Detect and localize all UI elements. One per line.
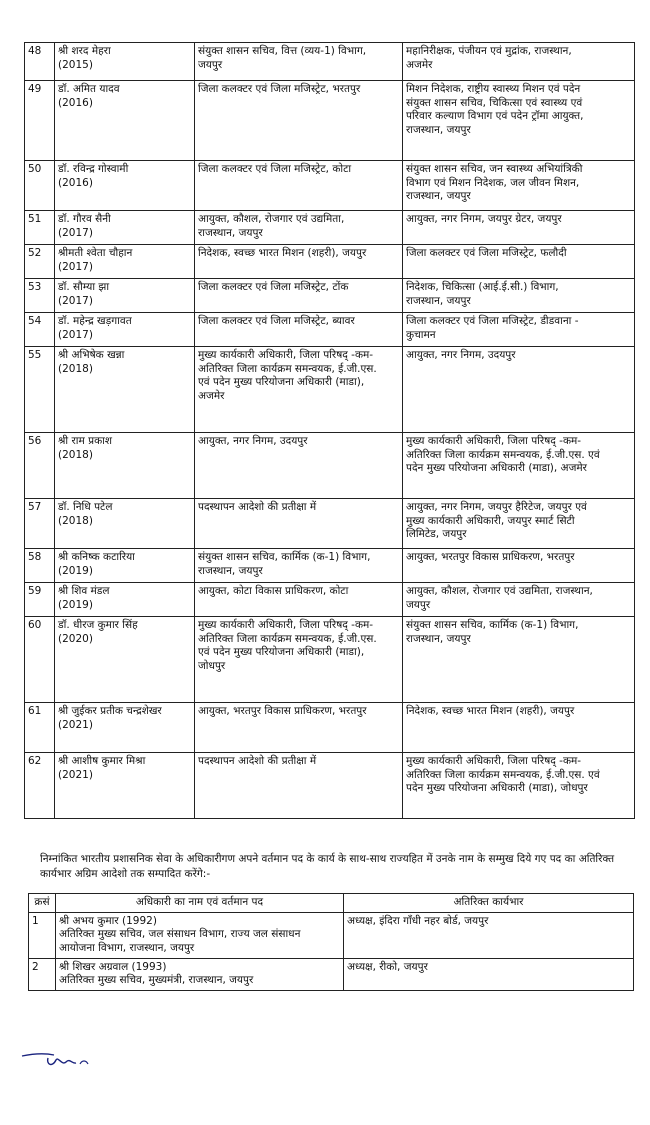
cell-additional-charge: अध्यक्ष, इंदिरा गाँधी नहर बोर्ड, जयपुर — [344, 912, 634, 958]
table-row — [25, 313, 635, 347]
cell-current-post: निदेशक, स्वच्छ भारत मिशन (शहरी), जयपुर — [195, 245, 403, 279]
cell-new-post: आयुक्त, नगर निगम, उदयपुर — [403, 347, 635, 433]
cell-officer-name: डॉ. धीरज कुमार सिंह (2020) — [55, 617, 195, 703]
cell-serial-number: 58 — [25, 549, 55, 583]
cell-current-post: जिला कलक्टर एवं जिला मजिस्ट्रेट, भरतपुर — [195, 81, 403, 161]
additional-charge-note: निम्नांकित भारतीय प्रशासनिक सेवा के अधिकारीगण अपने वर्तमान पद के कार्य के साथ-साथ राज्यहित में उनके नाम के सम्मुख दिये गए पद का अतिरिक्त कार्यभार अग्रिम आदेशो तक सम्पादित करेंगे:- — [40, 853, 615, 880]
cell-serial-number: 55 — [25, 347, 55, 433]
cell-serial-number: 51 — [25, 211, 55, 245]
cell-officer-name: श्री आशीष कुमार मिश्रा (2021) — [55, 753, 195, 819]
table-row — [25, 433, 635, 499]
cell-officer-name: श्री शिव मंडल (2019) — [55, 583, 195, 617]
cell-officer-name: डॉ. सौम्या झा (2017) — [55, 279, 195, 313]
table-row — [25, 583, 635, 617]
cell-current-post: जिला कलक्टर एवं जिला मजिस्ट्रेट, ब्यावर — [195, 313, 403, 347]
cell-serial-number: 61 — [25, 703, 55, 753]
table-row — [25, 499, 635, 549]
cell-officer-name: डॉ. अमित यादव (2016) — [55, 81, 195, 161]
header-serial: क्रसं — [29, 894, 56, 913]
cell-officer-name: डॉ. महेन्द्र खड़गावत (2017) — [55, 313, 195, 347]
cell-officer-name: श्री राम प्रकाश (2018) — [55, 433, 195, 499]
cell-serial-number: 49 — [25, 81, 55, 161]
cell-new-post: निदेशक, चिकित्सा (आई.ई.सी.) विभाग, राजस्थान, जयपुर — [403, 279, 635, 313]
cell-officer-name: श्रीमती श्वेता चौहान (2017) — [55, 245, 195, 279]
cell-current-post: जिला कलक्टर एवं जिला मजिस्ट्रेट, कोटा — [195, 161, 403, 211]
cell-new-post: आयुक्त, भरतपुर विकास प्राधिकरण, भरतपुर — [403, 549, 635, 583]
cell-new-post: महानिरीक्षक, पंजीयन एवं मुद्रांक, राजस्थान, अजमेर — [403, 43, 635, 81]
cell-current-post: आयुक्त, भरतपुर विकास प्राधिकरण, भरतपुर — [195, 703, 403, 753]
cell-new-post: आयुक्त, नगर निगम, जयपुर ग्रेटर, जयपुर — [403, 211, 635, 245]
cell-current-post: संयुक्त शासन सचिव, वित्त (व्यय-1) विभाग, जयपुर — [195, 43, 403, 81]
cell-new-post: आयुक्त, नगर निगम, जयपुर हैरिटेज, जयपुर एवं मुख्य कार्यकारी अधिकारी, जयपुर स्मार्ट सिटी लिमिटेड, जयपुर — [403, 499, 635, 549]
table-row — [25, 347, 635, 433]
header-row — [29, 894, 634, 913]
cell-current-post: आयुक्त, कोटा विकास प्राधिकरण, कोटा — [195, 583, 403, 617]
transfer-table — [24, 42, 635, 819]
cell-serial-number: 57 — [25, 499, 55, 549]
cell-officer-name: डॉ. रविन्द्र गोस्वामी (2016) — [55, 161, 195, 211]
cell-new-post: मुख्य कार्यकारी अधिकारी, जिला परिषद् -कम- अतिरिक्त जिला कार्यक्रम समन्वयक, ई.जी.एस. एवं पदेन मुख्य परियोजना अधिकारी (माडा), अजमेर — [403, 433, 635, 499]
cell-officer-name: डॉ. गौरव सैनी (2017) — [55, 211, 195, 245]
additional-charge-body — [29, 912, 634, 990]
table-row — [25, 211, 635, 245]
cell-officer-name: श्री कनिष्क कटारिया (2019) — [55, 549, 195, 583]
cell-serial-number: 54 — [25, 313, 55, 347]
cell-new-post: जिला कलक्टर एवं जिला मजिस्ट्रेट, डीडवाना - कुचामन — [403, 313, 635, 347]
table-row — [25, 245, 635, 279]
table-row — [29, 912, 634, 958]
table-row — [25, 161, 635, 211]
cell-current-post: जिला कलक्टर एवं जिला मजिस्ट्रेट, टोंक — [195, 279, 403, 313]
header-charge: अतिरिक्त कार्यभार — [344, 894, 634, 913]
cell-serial-number: 62 — [25, 753, 55, 819]
cell-officer-name: श्री शरद मेहरा (2015) — [55, 43, 195, 81]
cell-new-post: जिला कलक्टर एवं जिला मजिस्ट्रेट, फलौदी — [403, 245, 635, 279]
cell-new-post: आयुक्त, कौशल, रोजगार एवं उद्यमिता, राजस्थान, जयपुर — [403, 583, 635, 617]
cell-new-post: संयुक्त शासन सचिव, कार्मिक (क-1) विभाग, राजस्थान, जयपुर — [403, 617, 635, 703]
table-row — [25, 43, 635, 81]
cell-serial-number: 48 — [25, 43, 55, 81]
table-row — [29, 958, 634, 990]
cell-current-post: आयुक्त, नगर निगम, उदयपुर — [195, 433, 403, 499]
cell-new-post: मुख्य कार्यकारी अधिकारी, जिला परिषद् -कम- अतिरिक्त जिला कार्यक्रम समन्वयक, ई.जी.एस. एवं पदेन मुख्य परियोजना अधिकारी (माडा), जोधपुर — [403, 753, 635, 819]
cell-serial-number: 52 — [25, 245, 55, 279]
cell-serial-number: 59 — [25, 583, 55, 617]
cell-current-post: संयुक्त शासन सचिव, कार्मिक (क-1) विभाग, राजस्थान, जयपुर — [195, 549, 403, 583]
table-row — [25, 279, 635, 313]
additional-charge-table — [28, 893, 634, 991]
table-row — [25, 703, 635, 753]
cell-serial-number: 1 — [29, 912, 56, 958]
cell-officer-and-post: श्री अभय कुमार (1992) अतिरिक्त मुख्य सचिव, जल संसाधन विभाग, राज्य जल संसाधन आयोजना विभाग, राजस्थान, जयपुर — [56, 912, 344, 958]
cell-officer-name: श्री जुईकर प्रतीक चन्द्रशेखर (2021) — [55, 703, 195, 753]
cell-current-post: पदस्थापन आदेशो की प्रतीक्षा में — [195, 753, 403, 819]
cell-current-post: मुख्य कार्यकारी अधिकारी, जिला परिषद् -कम- अतिरिक्त जिला कार्यक्रम समन्वयक, ई.जी.एस. एवं पदेन मुख्य परियोजना अधिकारी (माडा), जोधपुर — [195, 617, 403, 703]
table-row — [25, 549, 635, 583]
table-row — [25, 617, 635, 703]
table-row — [25, 753, 635, 819]
cell-additional-charge: अध्यक्ष, रीको, जयपुर — [344, 958, 634, 990]
cell-officer-name: डॉ. निधि पटेल (2018) — [55, 499, 195, 549]
cell-current-post: पदस्थापन आदेशो की प्रतीक्षा में — [195, 499, 403, 549]
cell-current-post: आयुक्त, कौशल, रोजगार एवं उद्यमिता, राजस्थान, जयपुर — [195, 211, 403, 245]
cell-new-post: संयुक्त शासन सचिव, जन स्वास्थ्य अभियांत्रिकी विभाग एवं मिशन निदेशक, जल जीवन मिशन, राजस्थान, जयपुर — [403, 161, 635, 211]
signature-mark — [18, 1048, 108, 1076]
cell-serial-number: 60 — [25, 617, 55, 703]
cell-serial-number: 53 — [25, 279, 55, 313]
cell-officer-name: श्री अभिषेक खन्ना (2018) — [55, 347, 195, 433]
cell-new-post: निदेशक, स्वच्छ भारत मिशन (शहरी), जयपुर — [403, 703, 635, 753]
cell-serial-number: 50 — [25, 161, 55, 211]
cell-new-post: मिशन निदेशक, राष्ट्रीय स्वास्थ्य मिशन एवं पदेन संयुक्त शासन सचिव, चिकित्सा एवं स्वास्थ्य एवं परिवार कल्याण विभाग एवं पदेन ट्रॉमा आयुक्त, राजस्थान, जयपुर — [403, 81, 635, 161]
header-officer: अधिकारी का नाम एवं वर्तमान पद — [56, 894, 344, 913]
cell-serial-number: 56 — [25, 433, 55, 499]
table-row — [25, 81, 635, 161]
cell-current-post: मुख्य कार्यकारी अधिकारी, जिला परिषद् -कम- अतिरिक्त जिला कार्यक्रम समन्वयक, ई.जी.एस. एवं पदेन मुख्य परियोजना अधिकारी (माडा), अजमेर — [195, 347, 403, 433]
cell-serial-number: 2 — [29, 958, 56, 990]
signature — [18, 1048, 108, 1080]
transfer-table-body — [25, 43, 635, 819]
cell-officer-and-post: श्री शिखर अग्रवाल (1993) अतिरिक्त मुख्य सचिव, मुख्यमंत्री, राजस्थान, जयपुर — [56, 958, 344, 990]
